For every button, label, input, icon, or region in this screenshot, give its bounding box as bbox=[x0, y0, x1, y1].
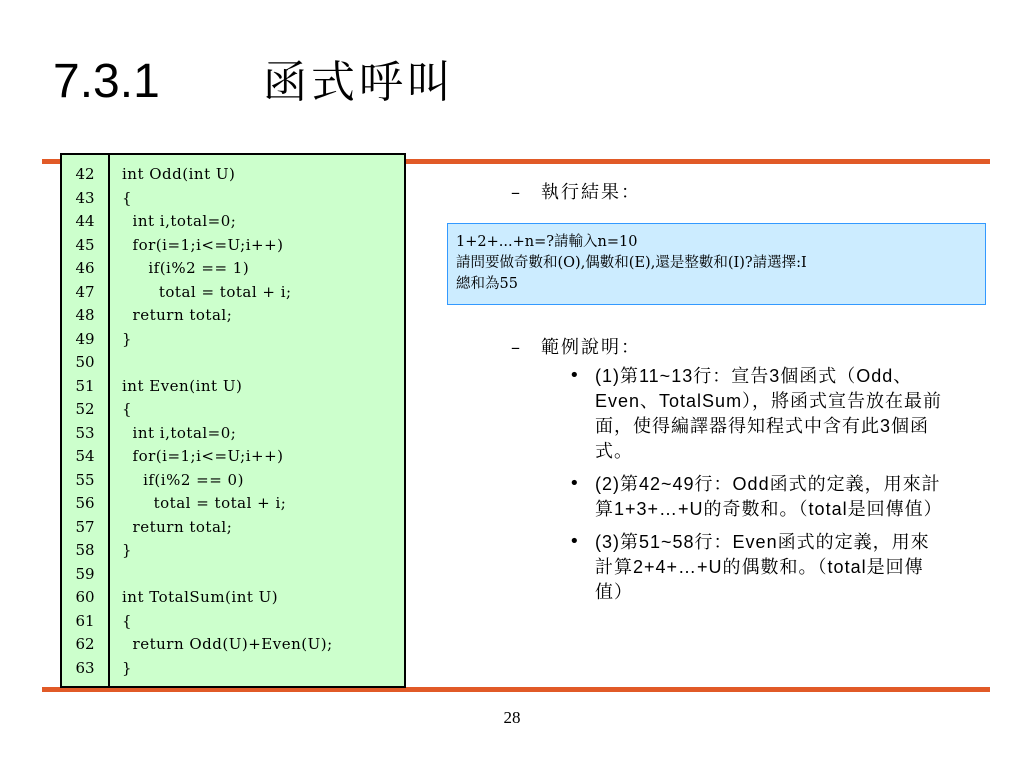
bullet-icon: • bbox=[569, 365, 581, 386]
example-heading-text: 範例說明： bbox=[541, 337, 641, 358]
code-line bbox=[122, 351, 404, 375]
line-number: 50 bbox=[75, 353, 95, 371]
result-dash: – bbox=[511, 182, 522, 203]
code-line: int Even(int U) bbox=[122, 376, 243, 395]
line-number: 55 bbox=[75, 470, 95, 489]
code-line: { bbox=[122, 188, 133, 207]
code-line: if(i%2 == 1) bbox=[122, 259, 250, 277]
code-line: if(i%2 == 0) bbox=[122, 470, 244, 489]
line-number: 59 bbox=[75, 564, 95, 583]
output-line: 1+2+...+n=?請輸入n=10 bbox=[456, 234, 638, 250]
code-line: for(i=1;i<=U;i++) bbox=[122, 447, 284, 465]
line-number: 47 bbox=[75, 282, 95, 301]
line-number: 52 bbox=[75, 400, 95, 418]
title-text: 函式呼叫 bbox=[263, 57, 455, 108]
explanation-text: (2)第42~49行：Odd函式的定義，用來計算1+3+…+U的奇數和。（total是回傳值） bbox=[595, 474, 943, 519]
line-number: 53 bbox=[75, 423, 95, 442]
code-line: int i,total=0; bbox=[122, 423, 237, 442]
code-line bbox=[122, 563, 404, 587]
output-line: 請問要做奇數和(O),偶數和(E),還是整數和(I)?請選擇:I bbox=[456, 255, 807, 271]
code-line: { bbox=[122, 611, 133, 630]
result-heading-text: 執行結果： bbox=[541, 182, 641, 203]
bullet-icon: • bbox=[569, 531, 581, 552]
example-heading bbox=[511, 333, 641, 359]
line-number: 58 bbox=[75, 541, 95, 559]
page-number: 28 bbox=[503, 708, 521, 727]
output-line: 總和為55 bbox=[456, 276, 518, 292]
code-line: int Odd(int U) bbox=[122, 165, 236, 183]
explanation-text: (1)第11~13行：宣告3個函式（Odd、Even、TotalSum），將函式宣告放在最前面，使得編譯器得知程式中含有此3個函式。 bbox=[595, 366, 943, 461]
section-number: 7.3.1 bbox=[53, 55, 160, 108]
line-number: 42 bbox=[75, 165, 95, 183]
line-number: 54 bbox=[75, 447, 95, 465]
explanation-item bbox=[565, 472, 945, 522]
line-number: 48 bbox=[75, 306, 95, 324]
bullet-icon: • bbox=[569, 473, 581, 494]
line-number: 63 bbox=[75, 658, 95, 677]
line-number: 45 bbox=[75, 235, 95, 254]
slide-title bbox=[53, 52, 455, 113]
explanation-item bbox=[565, 530, 945, 605]
program-output bbox=[447, 223, 986, 305]
code-line: total = total + i; bbox=[122, 494, 287, 512]
line-number: 51 bbox=[75, 376, 95, 395]
result-heading bbox=[511, 178, 641, 204]
code-line: for(i=1;i<=U;i++) bbox=[122, 235, 284, 254]
code-line: return Odd(U)+Even(U); bbox=[122, 635, 333, 653]
code-line: total = total + i; bbox=[122, 282, 292, 301]
code-listing bbox=[60, 153, 406, 688]
code-line: return total; bbox=[122, 306, 233, 324]
line-number: 49 bbox=[75, 329, 95, 348]
code-line: return total; bbox=[122, 517, 233, 536]
line-number: 62 bbox=[75, 635, 95, 653]
example-dash: – bbox=[511, 337, 522, 358]
line-number: 57 bbox=[75, 517, 95, 536]
code-line: } bbox=[122, 541, 133, 559]
line-number: 44 bbox=[75, 212, 95, 230]
code-line: int TotalSum(int U) bbox=[122, 588, 279, 606]
code-line: } bbox=[122, 329, 133, 348]
code-lines bbox=[110, 155, 404, 686]
code-line: int i,total=0; bbox=[122, 212, 237, 230]
line-number: 56 bbox=[75, 494, 95, 512]
line-number: 46 bbox=[75, 259, 95, 277]
line-number: 43 bbox=[75, 188, 95, 207]
code-line: { bbox=[122, 400, 133, 418]
line-number: 60 bbox=[75, 588, 95, 606]
explanation-text: (3)第51~58行：Even函式的定義，用來計算2+4+…+U的偶數和。（total是回傳值） bbox=[595, 532, 930, 602]
explanation-list bbox=[565, 364, 945, 613]
code-line: } bbox=[122, 658, 133, 677]
line-number: 61 bbox=[75, 611, 95, 630]
explanation-item bbox=[565, 364, 945, 464]
line-numbers bbox=[62, 155, 110, 686]
